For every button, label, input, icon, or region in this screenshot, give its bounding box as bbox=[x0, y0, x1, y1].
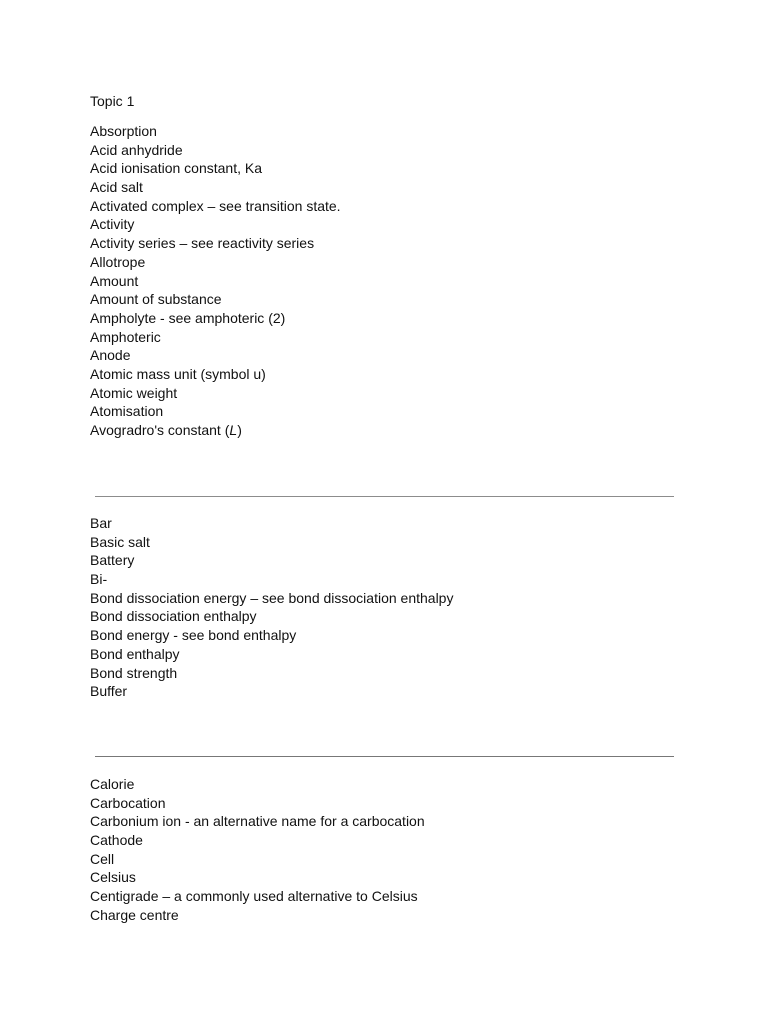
term-item: Carbonium ion - an alternative name for a carbocation bbox=[90, 813, 425, 830]
term-item: Absorption bbox=[90, 123, 157, 139]
term-item: Celsius bbox=[90, 869, 136, 886]
term-item: Battery bbox=[90, 552, 135, 569]
term-item: Basic salt bbox=[90, 533, 150, 550]
term-item: Bond dissociation energy – see bond dissociation enthalpy bbox=[90, 589, 454, 606]
term-item: Bi- bbox=[90, 571, 108, 588]
term-item: Ampholyte - see amphoteric (2) bbox=[90, 309, 286, 326]
term-item: Bond enthalpy bbox=[90, 645, 180, 662]
term-item: Bond dissociation enthalpy bbox=[90, 608, 257, 625]
term-item: Atomic mass unit (symbol u) bbox=[90, 365, 266, 382]
term-item: Acid ionisation constant, Ka bbox=[90, 160, 262, 177]
term-item: Centigrade – a commonly used alternative to Celsius bbox=[90, 888, 418, 905]
term-item: Activated complex – see transition state. bbox=[90, 197, 341, 214]
term-item: Cathode bbox=[90, 832, 143, 849]
term-item: Acid salt bbox=[90, 179, 143, 196]
term-item: Atomisation bbox=[90, 403, 164, 420]
topic-heading: Topic 1 bbox=[90, 93, 135, 109]
term-item: Amount of substance bbox=[90, 291, 222, 308]
term-list-c bbox=[90, 775, 425, 925]
term-list-b bbox=[90, 514, 453, 701]
term-item: Carbocation bbox=[90, 794, 166, 811]
section-divider bbox=[95, 496, 674, 497]
term-item-avogadro bbox=[90, 421, 341, 440]
term-item: Atomic weight bbox=[90, 384, 178, 401]
term-item: Activity series – see reactivity series bbox=[90, 235, 315, 252]
term-item: Bond strength bbox=[90, 664, 178, 681]
term-list-a bbox=[90, 122, 341, 440]
term-symbol: L bbox=[229, 422, 238, 438]
term-item: Buffer bbox=[90, 683, 128, 700]
term-item: Amount bbox=[90, 272, 139, 289]
term-item: Cell bbox=[90, 850, 115, 867]
term-item: Activity bbox=[90, 216, 135, 233]
term-item: Calorie bbox=[90, 776, 135, 792]
section-divider bbox=[95, 756, 674, 757]
term-item: Acid anhydride bbox=[90, 141, 183, 158]
term-text: ) bbox=[237, 422, 242, 438]
term-item: Allotrope bbox=[90, 253, 146, 270]
term-item: Charge centre bbox=[90, 906, 179, 923]
term-item: Bond energy - see bond enthalpy bbox=[90, 627, 297, 644]
term-item: Bar bbox=[90, 515, 112, 531]
term-text: Avogradro's constant ( bbox=[90, 422, 230, 438]
term-item: Amphoteric bbox=[90, 328, 161, 345]
term-item: Anode bbox=[90, 347, 131, 364]
